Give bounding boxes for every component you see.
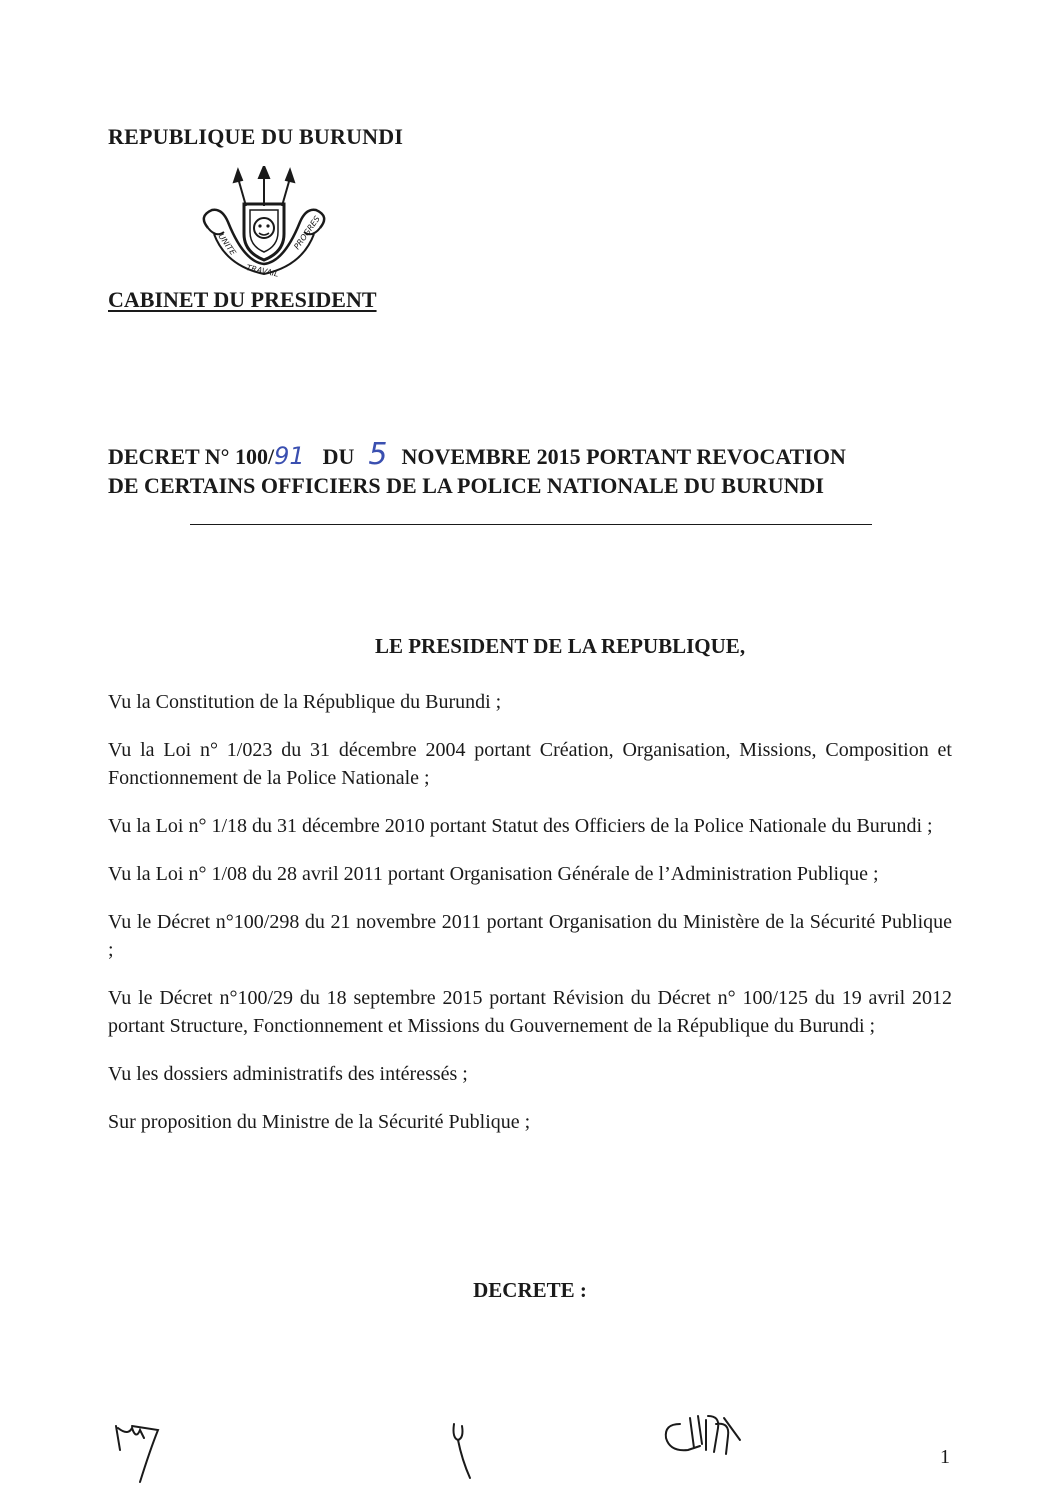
svg-text:TRAVAIL: TRAVAIL xyxy=(245,263,280,279)
president-heading-text: LE PRESIDENT DE LA REPUBLIQUE, xyxy=(374,634,746,658)
burundi-coat-of-arms-icon xyxy=(194,166,334,282)
preamble xyxy=(108,688,952,1156)
title-divider xyxy=(190,524,872,525)
page-number: 1 xyxy=(940,1446,950,1468)
preamble-paragraph: Vu la Constitution de la République du Burundi ; xyxy=(108,691,502,713)
preamble-paragraph: Vu le Décret n°100/298 du 21 novembre 2011 portant Organisation du Ministère de la Sécurité Publique ; xyxy=(108,911,952,961)
decrete-heading xyxy=(0,1278,1060,1303)
decree-line1-rest: NOVEMBRE 2015 PORTANT REVOCATION xyxy=(401,444,846,469)
preamble-paragraph: Vu le Décret n°100/29 du 18 septembre 2015 portant Révision du Décret n° 100/125 du 19 avril 2012 portant Structure, Fonctionnement et Missions du Gouvernement de la République du Burundi ; xyxy=(108,987,952,1037)
preamble-paragraph: Sur proposition du Ministre de la Sécurité Publique ; xyxy=(108,1111,531,1133)
decree-number-handwritten: 91 xyxy=(274,442,305,470)
decree-du: DU xyxy=(322,444,355,469)
preamble-paragraph: Vu les dossiers administratifs des intéressés ; xyxy=(108,1063,468,1085)
decree-line2: DE CERTAINS OFFICIERS DE LA POLICE NATIONALE DU BURUNDI xyxy=(108,473,824,498)
preamble-paragraph: Vu la Loi n° 1/18 du 31 décembre 2010 portant Statut des Officiers de la Police Nationale du Burundi ; xyxy=(108,815,933,837)
president-heading xyxy=(0,634,1060,659)
cabinet-heading: CABINET DU PRESIDENT xyxy=(108,287,377,312)
initials-signature-icon xyxy=(110,1416,166,1486)
initials-mark-icon xyxy=(448,1420,478,1482)
preamble-paragraph: Vu la Loi n° 1/023 du 31 décembre 2004 portant Création, Organisation, Missions, Composition et Fonctionnement de la Police Nationale ; xyxy=(108,739,952,789)
svg-text:PROGRES: PROGRES xyxy=(292,214,322,252)
decree-day-handwritten: 5 xyxy=(368,437,388,472)
decree-prefix: DECRET N° 100/ xyxy=(108,444,275,469)
initials-stamp-icon xyxy=(660,1410,750,1458)
svg-text:UNITE: UNITE xyxy=(216,231,238,257)
decree-title xyxy=(108,437,968,500)
decrete-text: DECRETE : xyxy=(473,1278,587,1302)
preamble-paragraph: Vu la Loi n° 1/08 du 28 avril 2011 portant Organisation Générale de l’Administration Publique ; xyxy=(108,863,879,885)
republic-heading: REPUBLIQUE DU BURUNDI xyxy=(108,124,404,149)
